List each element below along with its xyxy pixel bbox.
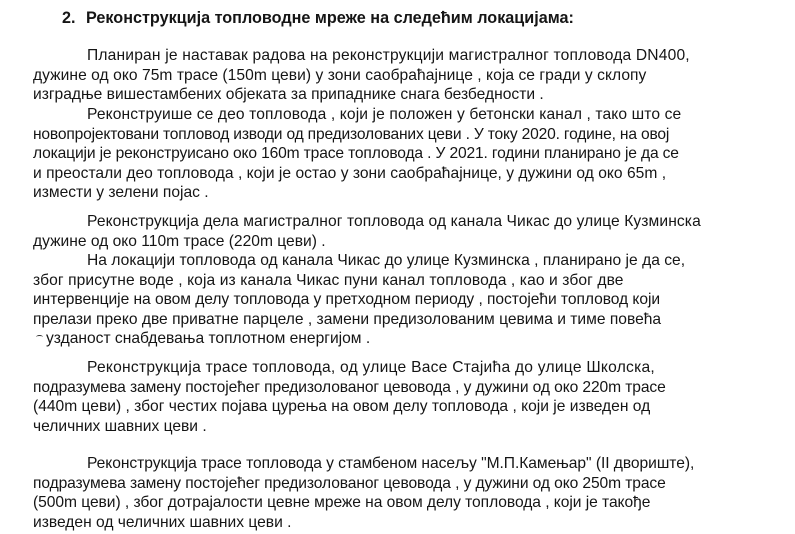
paragraph-line: измести у зелени појас . — [33, 184, 209, 202]
paragraph-line: Реконструише се део топловода , који је положен у бетонски канал , тако што се — [87, 106, 682, 123]
paragraph-line: новопројектовани топловод изводи од предизолованих цеви . У току 2020. године, на овој — [33, 125, 670, 143]
paragraph-line: дужине од око 110m трасе (220m цеви) . — [33, 232, 326, 250]
section-heading — [62, 9, 574, 29]
paragraph-line: изведен од челичних шавних цеви . — [33, 513, 292, 531]
paragraph-line: прелази преко две приватне парцеле , замени предизолованим цевима и тиме повећа — [33, 310, 662, 328]
paragraph-2 — [33, 105, 721, 203]
paragraph-line: изградње вишестамбених објеката за припаднике снага безбедности . — [33, 86, 544, 104]
paragraph-line: (440m цеви) , због честих појава цурења на овом делу топловода , који је изведен од — [33, 398, 651, 416]
paragraph-1 — [33, 46, 721, 105]
paragraph-line: подразумева замену постојећег предизолованог цевовода , у дужини од око 250m трасе — [33, 474, 666, 492]
paragraph-line: због присутне воде , која из канала Чикас пуни канал топловода , као и због две — [33, 271, 624, 289]
paragraph-line: локацији је реконструисано око 160m трасе топловода . У 2021. години планирано је да се — [33, 145, 679, 163]
paragraph-4 — [33, 251, 721, 349]
paragraph-line: подразумева замену постојећег предизолованог цевовода , у дужини од око 220m трасе — [33, 378, 666, 396]
paragraph-line: Реконструкција трасе топловода, од улице Васе Стајића до улице Школска, — [87, 359, 656, 376]
paragraph-line: Реконструкција дела магистралног топловода од канала Чикас до улице Кузминска — [87, 213, 701, 230]
paragraph-line: и преостали део топловода , који је остао у зони саобраћајнице, у дужини од око 65m , — [33, 164, 667, 182]
paragraph-line: Реконструкција трасе топловода у стамбеном насељу "М.П.Камењар" (II двориште), — [87, 455, 695, 472]
scan-mark — [36, 335, 43, 339]
paragraph-6 — [33, 454, 721, 532]
paragraph-3 — [33, 212, 721, 251]
paragraph-line: (500m цеви) , због дотрајалости цевне мреже на овом делу топловода , који је такође — [33, 494, 651, 512]
paragraph-line: дужине од око 75m трасе (150m цеви) у зони саобраћајнице , која се гради у склопу — [33, 66, 647, 84]
paragraph-line: На локацији топловода од канала Чикас до улице Кузминска , планирано је да се, — [87, 252, 686, 269]
paragraph-line: интервенције на овом делу топловода у претходном периоду , постојећи топловод који — [33, 291, 661, 309]
paragraph-line: Планиран је наставак радова на реконструкцији магистралног топловода DN400, — [87, 47, 690, 64]
section-number: 2. — [62, 9, 76, 27]
paragraph-5 — [33, 358, 721, 436]
paragraph-line: челичних шавних цеви . — [33, 417, 207, 435]
section-title: Реконструкција топловодне мреже на следећим локацијама: — [86, 9, 574, 27]
paragraph-line: узданост снабдевања топлотном енергијом . — [46, 330, 371, 348]
